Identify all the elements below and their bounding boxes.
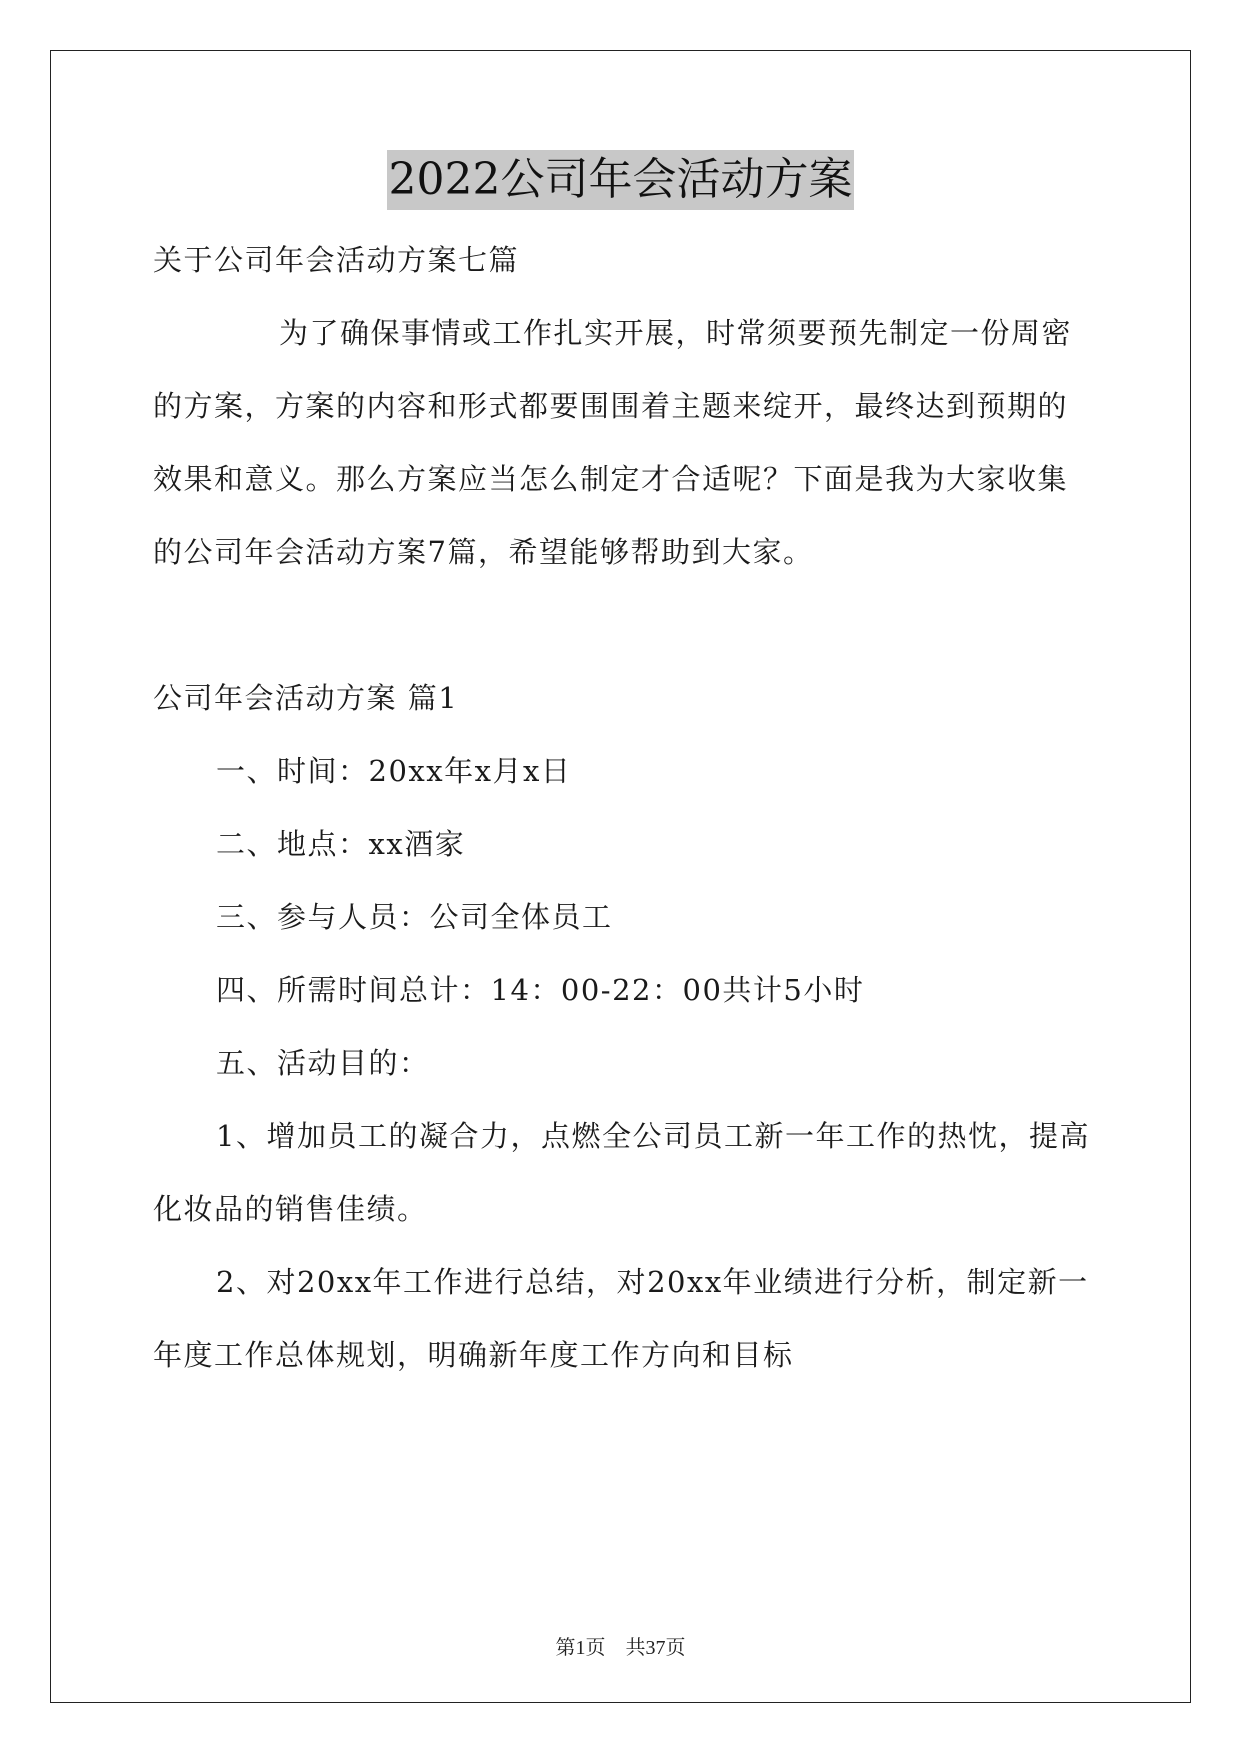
paragraph-line: 的公司年会活动方案7篇，希望能够帮助到大家。 xyxy=(153,535,814,569)
paragraph-line: 年度工作总体规划，明确新年度工作方向和目标 xyxy=(153,1338,794,1372)
paragraph-line: 效果和意义。那么方案应当怎么制定才合适呢？下面是我为大家收集 xyxy=(153,462,1069,496)
list-item: 四、所需时间总计：14：00-22：00共计5小时 xyxy=(216,973,865,1007)
list-item: 二、地点：xx酒家 xyxy=(216,827,466,861)
subtitle-line: 关于公司年会活动方案七篇 xyxy=(153,243,520,277)
title-container xyxy=(0,150,1241,210)
paragraph-line: 化妆品的销售佳绩。 xyxy=(153,1192,428,1226)
page-border xyxy=(50,50,1191,1703)
paragraph-line: 2、对20xx年工作进行总结，对20xx年业绩进行分析，制定新一 xyxy=(216,1265,1089,1299)
section-heading: 公司年会活动方案 篇1 xyxy=(153,681,459,715)
paragraph-line: 的方案，方案的内容和形式都要围围着主题来绽开，最终达到预期的 xyxy=(153,389,1069,423)
list-item: 三、参与人员：公司全体员工 xyxy=(216,900,613,934)
list-item: 五、活动目的： xyxy=(216,1046,430,1080)
paragraph-line: 1、增加员工的凝合力，点燃全公司员工新一年工作的热忱，提高 xyxy=(216,1119,1090,1153)
page-footer: 第1页 共37页 xyxy=(555,1637,686,1659)
document-title: 2022公司年会活动方案 xyxy=(387,150,855,210)
paragraph-line: 为了确保事情或工作扎实开展，时常须要预先制定一份周密 xyxy=(279,316,1073,350)
list-item: 一、时间：20xx年x月x日 xyxy=(216,754,572,788)
